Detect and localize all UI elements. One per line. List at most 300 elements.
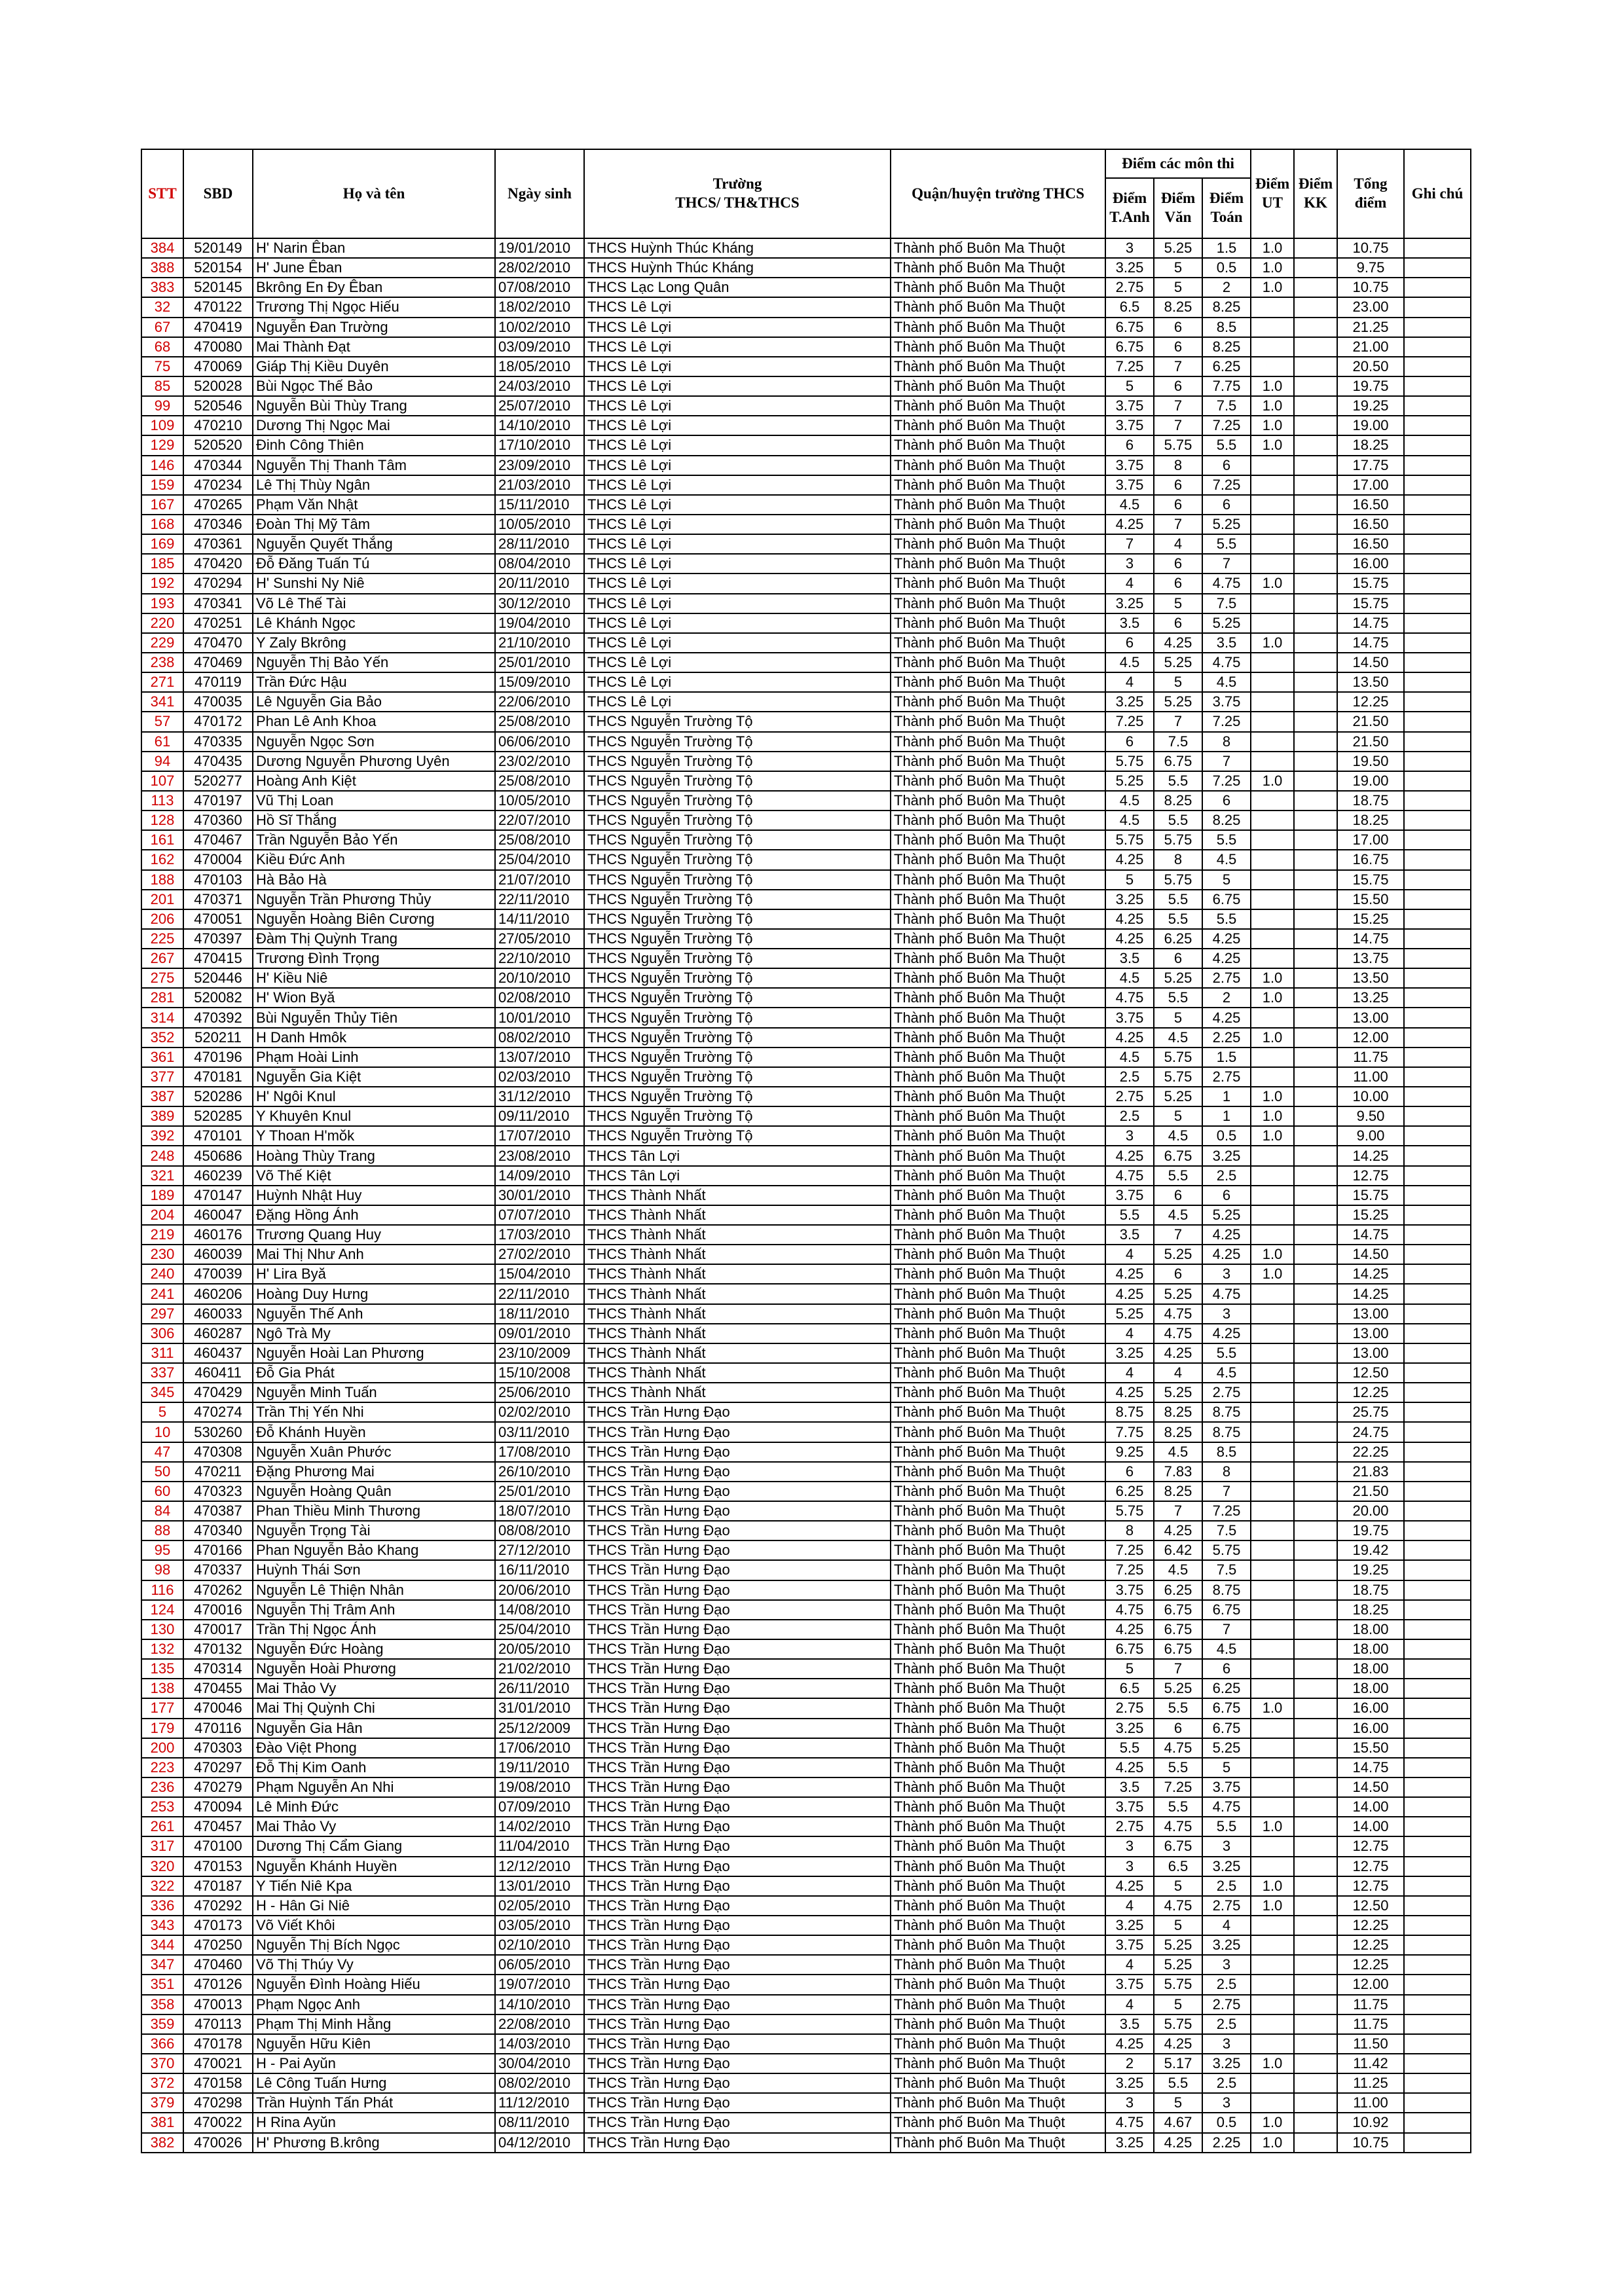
cell-name: H' Narin Êban <box>253 238 495 258</box>
cell-total: 12.00 <box>1337 1975 1404 1994</box>
cell-kk <box>1294 1402 1337 1422</box>
cell-total: 19.00 <box>1337 771 1404 791</box>
table-row <box>141 653 1471 672</box>
cell-district: Thành phố Buôn Ma Thuột <box>891 1482 1105 1501</box>
cell-lit: 8.25 <box>1154 1422 1202 1442</box>
cell-dob: 17/06/2010 <box>495 1738 584 1758</box>
cell-dob: 17/03/2010 <box>495 1225 584 1245</box>
cell-ut <box>1251 318 1294 337</box>
cell-note <box>1404 1324 1471 1343</box>
cell-note <box>1404 1955 1471 1975</box>
cell-math: 2.25 <box>1202 1028 1251 1048</box>
cell-note <box>1404 1876 1471 1896</box>
table-row <box>141 1383 1471 1402</box>
table-row <box>141 1521 1471 1540</box>
cell-district: Thành phố Buôn Ma Thuột <box>891 435 1105 455</box>
header-total: Tổng điểm <box>1337 149 1404 238</box>
cell-math: 6 <box>1202 1659 1251 1679</box>
cell-dob: 08/04/2010 <box>495 554 584 574</box>
table-row <box>141 1738 1471 1758</box>
cell-district: Thành phố Buôn Ma Thuột <box>891 712 1105 731</box>
cell-math: 7.25 <box>1202 712 1251 731</box>
cell-stt: 336 <box>141 1896 183 1916</box>
cell-eng: 6.75 <box>1105 318 1154 337</box>
cell-eng: 4 <box>1105 574 1154 593</box>
cell-kk <box>1294 1836 1337 1856</box>
cell-eng: 3.75 <box>1105 1186 1154 1205</box>
cell-sbd: 460039 <box>183 1245 253 1264</box>
cell-ut <box>1251 791 1294 811</box>
cell-kk <box>1294 1659 1337 1679</box>
cell-math: 5.5 <box>1202 1817 1251 1836</box>
cell-ut <box>1251 830 1294 850</box>
cell-total: 13.25 <box>1337 988 1404 1008</box>
cell-lit: 6 <box>1154 337 1202 357</box>
cell-kk <box>1294 1758 1337 1777</box>
cell-sbd: 470469 <box>183 653 253 672</box>
header-kk: Điểm KK <box>1294 149 1337 238</box>
cell-lit: 5.25 <box>1154 1955 1202 1975</box>
cell-district: Thành phố Buôn Ma Thuột <box>891 1324 1105 1343</box>
table-row <box>141 456 1471 475</box>
cell-kk <box>1294 672 1337 692</box>
cell-math: 7.5 <box>1202 594 1251 613</box>
cell-district: Thành phố Buôn Ma Thuột <box>891 1679 1105 1698</box>
cell-name: Nguyễn Hoài Phương <box>253 1659 495 1679</box>
cell-kk <box>1294 574 1337 593</box>
cell-sbd: 470397 <box>183 929 253 949</box>
table-row <box>141 2093 1471 2113</box>
cell-stt: 320 <box>141 1857 183 1876</box>
cell-stt: 261 <box>141 1817 183 1836</box>
cell-eng: 7.25 <box>1105 1560 1154 1580</box>
cell-dob: 28/11/2010 <box>495 534 584 554</box>
cell-eng: 7.25 <box>1105 712 1154 731</box>
cell-sbd: 450686 <box>183 1146 253 1165</box>
cell-district: Thành phố Buôn Ma Thuột <box>891 1402 1105 1422</box>
cell-name: Nguyễn Hoàng Biên Cương <box>253 909 495 929</box>
cell-sbd: 470051 <box>183 909 253 929</box>
cell-kk <box>1294 692 1337 712</box>
cell-dob: 07/08/2010 <box>495 278 584 297</box>
cell-math: 5.25 <box>1202 1738 1251 1758</box>
cell-ut <box>1251 1719 1294 1738</box>
cell-eng: 3.25 <box>1105 692 1154 712</box>
cell-stt: 47 <box>141 1442 183 1462</box>
cell-kk <box>1294 1521 1337 1540</box>
cell-ut <box>1251 1363 1294 1383</box>
cell-eng: 6.5 <box>1105 297 1154 317</box>
cell-total: 18.25 <box>1337 435 1404 455</box>
cell-district: Thành phố Buôn Ma Thuột <box>891 771 1105 791</box>
cell-note <box>1404 1264 1471 1284</box>
cell-lit: 4.5 <box>1154 1560 1202 1580</box>
cell-ut <box>1251 1600 1294 1620</box>
cell-ut <box>1251 890 1294 909</box>
cell-total: 16.00 <box>1337 1698 1404 1718</box>
cell-district: Thành phố Buôn Ma Thuột <box>891 1935 1105 1955</box>
cell-note <box>1404 1896 1471 1916</box>
cell-dob: 15/11/2010 <box>495 495 584 515</box>
cell-lit: 4.25 <box>1154 1343 1202 1363</box>
cell-stt: 343 <box>141 1916 183 1935</box>
table-row <box>141 1679 1471 1698</box>
cell-name: Bkrông En Đy Êban <box>253 278 495 297</box>
cell-dob: 19/04/2010 <box>495 613 584 633</box>
cell-ut: 1.0 <box>1251 968 1294 988</box>
cell-math: 4.75 <box>1202 653 1251 672</box>
table-row <box>141 238 1471 258</box>
cell-name: H' Ngôi Knul <box>253 1087 495 1106</box>
table-row <box>141 712 1471 731</box>
cell-dob: 25/07/2010 <box>495 396 584 416</box>
cell-eng: 2.75 <box>1105 1087 1154 1106</box>
header-sbd: SBD <box>183 149 253 238</box>
table-row <box>141 1402 1471 1422</box>
cell-total: 19.25 <box>1337 396 1404 416</box>
cell-ut <box>1251 594 1294 613</box>
cell-name: Bùi Ngọc Thế Bảo <box>253 376 495 396</box>
cell-total: 10.00 <box>1337 1087 1404 1106</box>
cell-dob: 26/11/2010 <box>495 1679 584 1698</box>
cell-ut <box>1251 1521 1294 1540</box>
cell-math: 3 <box>1202 1955 1251 1975</box>
cell-total: 11.50 <box>1337 2034 1404 2054</box>
cell-dob: 11/12/2010 <box>495 2093 584 2113</box>
cell-district: Thành phố Buôn Ma Thuột <box>891 416 1105 435</box>
cell-name: Hoàng Duy Hưng <box>253 1284 495 1303</box>
cell-kk <box>1294 949 1337 968</box>
cell-eng: 3.75 <box>1105 456 1154 475</box>
cell-name: Võ Thị Thúy Vy <box>253 1955 495 1975</box>
cell-note <box>1404 2093 1471 2113</box>
cell-district: Thành phố Buôn Ma Thuột <box>891 515 1105 534</box>
cell-name: Nguyễn Trần Phương Thủy <box>253 890 495 909</box>
cell-district: Thành phố Buôn Ma Thuột <box>891 1758 1105 1777</box>
cell-eng: 5.75 <box>1105 1501 1154 1521</box>
cell-kk <box>1294 1995 1337 2014</box>
cell-total: 25.75 <box>1337 1402 1404 1422</box>
cell-name: Đinh Công Thiên <box>253 435 495 455</box>
cell-school: THCS Trần Hưng Đạo <box>584 1995 891 2014</box>
cell-stt: 341 <box>141 692 183 712</box>
cell-note <box>1404 1363 1471 1383</box>
cell-school: THCS Thành Nhất <box>584 1284 891 1303</box>
cell-sbd: 470035 <box>183 692 253 712</box>
cell-math: 3.5 <box>1202 633 1251 653</box>
cell-lit: 5.25 <box>1154 968 1202 988</box>
cell-lit: 6 <box>1154 1186 1202 1205</box>
table-row <box>141 1916 1471 1935</box>
cell-eng: 6 <box>1105 1462 1154 1482</box>
cell-total: 11.25 <box>1337 2073 1404 2093</box>
cell-school: THCS Thành Nhất <box>584 1225 891 1245</box>
cell-kk <box>1294 1896 1337 1916</box>
cell-math: 5.25 <box>1202 613 1251 633</box>
cell-ut <box>1251 870 1294 890</box>
cell-district: Thành phố Buôn Ma Thuột <box>891 1738 1105 1758</box>
cell-district: Thành phố Buôn Ma Thuột <box>891 1876 1105 1896</box>
cell-ut <box>1251 1836 1294 1856</box>
table-row <box>141 791 1471 811</box>
table-row <box>141 771 1471 791</box>
cell-dob: 09/11/2010 <box>495 1106 584 1126</box>
cell-total: 18.25 <box>1337 1600 1404 1620</box>
cell-note <box>1404 752 1471 771</box>
cell-eng: 3.75 <box>1105 1797 1154 1817</box>
cell-dob: 23/02/2010 <box>495 752 584 771</box>
cell-eng: 2.75 <box>1105 278 1154 297</box>
cell-kk <box>1294 1304 1337 1324</box>
table-row <box>141 1225 1471 1245</box>
cell-total: 15.25 <box>1337 909 1404 929</box>
table-row <box>141 1186 1471 1205</box>
cell-stt: 124 <box>141 1600 183 1620</box>
cell-name: Đặng Phương Mai <box>253 1462 495 1482</box>
cell-dob: 12/12/2010 <box>495 1857 584 1876</box>
cell-name: Hoàng Thùy Trang <box>253 1146 495 1165</box>
cell-dob: 08/02/2010 <box>495 2073 584 2093</box>
cell-math: 7.75 <box>1202 376 1251 396</box>
cell-sbd: 520286 <box>183 1087 253 1106</box>
cell-district: Thành phố Buôn Ma Thuột <box>891 1975 1105 1994</box>
cell-district: Thành phố Buôn Ma Thuột <box>891 1916 1105 1935</box>
cell-name: Trần Thị Ngọc Ánh <box>253 1620 495 1639</box>
cell-math: 4.75 <box>1202 1797 1251 1817</box>
table-row <box>141 495 1471 515</box>
table-row <box>141 811 1471 830</box>
cell-eng: 3.5 <box>1105 613 1154 633</box>
table-row <box>141 2034 1471 2054</box>
cell-district: Thành phố Buôn Ma Thuột <box>891 1600 1105 1620</box>
cell-eng: 3.5 <box>1105 1777 1154 1797</box>
cell-eng: 4.25 <box>1105 1758 1154 1777</box>
cell-kk <box>1294 475 1337 495</box>
cell-dob: 27/02/2010 <box>495 1245 584 1264</box>
cell-dob: 20/10/2010 <box>495 968 584 988</box>
cell-dob: 30/01/2010 <box>495 1186 584 1205</box>
cell-dob: 28/02/2010 <box>495 258 584 278</box>
cell-eng: 5 <box>1105 1659 1154 1679</box>
cell-math: 4.25 <box>1202 1008 1251 1027</box>
cell-district: Thành phố Buôn Ma Thuột <box>891 1620 1105 1639</box>
cell-stt: 61 <box>141 732 183 752</box>
cell-district: Thành phố Buôn Ma Thuột <box>891 1462 1105 1482</box>
cell-math: 5.5 <box>1202 909 1251 929</box>
cell-sbd: 520520 <box>183 435 253 455</box>
cell-ut <box>1251 949 1294 968</box>
cell-eng: 2.75 <box>1105 1698 1154 1718</box>
cell-dob: 22/07/2010 <box>495 811 584 830</box>
cell-note <box>1404 435 1471 455</box>
cell-note <box>1404 318 1471 337</box>
cell-name: H' Sunshi Ny Niê <box>253 574 495 593</box>
cell-eng: 6 <box>1105 633 1154 653</box>
cell-district: Thành phố Buôn Ma Thuột <box>891 1540 1105 1560</box>
cell-school: THCS Lê Lợi <box>584 653 891 672</box>
cell-total: 21.50 <box>1337 732 1404 752</box>
cell-lit: 6.75 <box>1154 1620 1202 1639</box>
cell-lit: 6.75 <box>1154 752 1202 771</box>
cell-stt: 200 <box>141 1738 183 1758</box>
cell-ut <box>1251 1304 1294 1324</box>
cell-ut: 1.0 <box>1251 1126 1294 1146</box>
cell-ut <box>1251 495 1294 515</box>
cell-district: Thành phố Buôn Ma Thuột <box>891 2014 1105 2034</box>
cell-ut <box>1251 1738 1294 1758</box>
table-row <box>141 1462 1471 1482</box>
cell-math: 7.5 <box>1202 1521 1251 1540</box>
cell-math: 1 <box>1202 1087 1251 1106</box>
cell-math: 2 <box>1202 988 1251 1008</box>
cell-note <box>1404 1225 1471 1245</box>
cell-eng: 5.5 <box>1105 1738 1154 1758</box>
cell-kk <box>1294 811 1337 830</box>
cell-dob: 09/01/2010 <box>495 1324 584 1343</box>
cell-eng: 4 <box>1105 1363 1154 1383</box>
cell-total: 17.75 <box>1337 456 1404 475</box>
cell-school: THCS Nguyễn Trường Tộ <box>584 1106 891 1126</box>
cell-total: 13.00 <box>1337 1343 1404 1363</box>
cell-dob: 23/10/2009 <box>495 1343 584 1363</box>
cell-district: Thành phố Buôn Ma Thuột <box>891 318 1105 337</box>
cell-dob: 19/07/2010 <box>495 1975 584 1994</box>
cell-lit: 8.25 <box>1154 1482 1202 1501</box>
cell-dob: 14/10/2010 <box>495 1995 584 2014</box>
cell-name: Y Khuyên Knul <box>253 1106 495 1126</box>
cell-sbd: 470234 <box>183 475 253 495</box>
cell-ut: 1.0 <box>1251 988 1294 1008</box>
table-row <box>141 1363 1471 1383</box>
cell-district: Thành phố Buôn Ma Thuột <box>891 1048 1105 1067</box>
cell-school: THCS Trần Hưng Đạo <box>584 1540 891 1560</box>
cell-district: Thành phố Buôn Ma Thuột <box>891 258 1105 278</box>
cell-kk <box>1294 1540 1337 1560</box>
cell-name: Mai Thị Như Anh <box>253 1245 495 1264</box>
cell-total: 10.75 <box>1337 278 1404 297</box>
cell-stt: 317 <box>141 1836 183 1856</box>
cell-lit: 5 <box>1154 1995 1202 2014</box>
cell-school: THCS Trần Hưng Đạo <box>584 1639 891 1659</box>
cell-note <box>1404 2113 1471 2132</box>
cell-eng: 3.75 <box>1105 1975 1154 1994</box>
cell-district: Thành phố Buôn Ma Thuột <box>891 1028 1105 1048</box>
cell-ut <box>1251 1935 1294 1955</box>
cell-note <box>1404 1758 1471 1777</box>
cell-eng: 4 <box>1105 1324 1154 1343</box>
cell-name: Lê Thị Thùy Ngân <box>253 475 495 495</box>
cell-note <box>1404 909 1471 929</box>
cell-school: THCS Trần Hưng Đạo <box>584 1916 891 1935</box>
cell-eng: 3.5 <box>1105 1225 1154 1245</box>
cell-dob: 17/08/2010 <box>495 1442 584 1462</box>
cell-eng: 3.25 <box>1105 1719 1154 1738</box>
cell-lit: 5 <box>1154 672 1202 692</box>
cell-ut: 1.0 <box>1251 1876 1294 1896</box>
cell-eng: 3.25 <box>1105 2073 1154 2093</box>
cell-stt: 132 <box>141 1639 183 1659</box>
cell-sbd: 470262 <box>183 1580 253 1600</box>
cell-lit: 4.5 <box>1154 1126 1202 1146</box>
cell-ut <box>1251 1442 1294 1462</box>
cell-kk <box>1294 1462 1337 1482</box>
cell-name: Hồ Sĩ Thắng <box>253 811 495 830</box>
cell-sbd: 470415 <box>183 949 253 968</box>
cell-kk <box>1294 653 1337 672</box>
cell-stt: 129 <box>141 435 183 455</box>
table-row <box>141 1975 1471 1994</box>
cell-dob: 19/11/2010 <box>495 1758 584 1777</box>
cell-note <box>1404 1462 1471 1482</box>
cell-school: THCS Lê Lợi <box>584 376 891 396</box>
cell-ut: 1.0 <box>1251 771 1294 791</box>
table-row <box>141 1264 1471 1284</box>
header-scores-group: Điểm các môn thi <box>1105 149 1251 178</box>
cell-lit: 5.75 <box>1154 830 1202 850</box>
cell-name: Nguyễn Đan Trường <box>253 318 495 337</box>
cell-dob: 27/12/2010 <box>495 1540 584 1560</box>
cell-school: THCS Trần Hưng Đạo <box>584 1679 891 1698</box>
cell-stt: 219 <box>141 1225 183 1245</box>
cell-ut <box>1251 1284 1294 1303</box>
cell-lit: 5.5 <box>1154 988 1202 1008</box>
cell-stt: 281 <box>141 988 183 1008</box>
cell-name: Đỗ Gia Phát <box>253 1363 495 1383</box>
cell-kk <box>1294 890 1337 909</box>
cell-note <box>1404 1719 1471 1738</box>
cell-eng: 6.75 <box>1105 1639 1154 1659</box>
cell-sbd: 470101 <box>183 1126 253 1146</box>
cell-eng: 4.25 <box>1105 1264 1154 1284</box>
cell-ut <box>1251 2014 1294 2034</box>
cell-ut <box>1251 2073 1294 2093</box>
cell-dob: 02/05/2010 <box>495 1896 584 1916</box>
cell-sbd: 470387 <box>183 1501 253 1521</box>
cell-ut <box>1251 337 1294 357</box>
cell-kk <box>1294 2054 1337 2073</box>
cell-kk <box>1294 1679 1337 1698</box>
cell-eng: 4.5 <box>1105 791 1154 811</box>
cell-stt: 98 <box>141 1560 183 1580</box>
cell-lit: 5.25 <box>1154 1935 1202 1955</box>
cell-lit: 5.25 <box>1154 1245 1202 1264</box>
cell-school: THCS Lê Lợi <box>584 456 891 475</box>
cell-note <box>1404 2014 1471 2034</box>
cell-name: Nguyễn Xuân Phước <box>253 1442 495 1462</box>
header-eng: Điểm T.Anh <box>1105 178 1154 238</box>
cell-total: 15.25 <box>1337 1205 1404 1225</box>
table-row <box>141 2133 1471 2153</box>
cell-name: Đàm Thị Quỳnh Trang <box>253 929 495 949</box>
cell-lit: 7.25 <box>1154 1777 1202 1797</box>
cell-name: Giáp Thị Kiều Duyên <box>253 357 495 376</box>
cell-sbd: 470016 <box>183 1600 253 1620</box>
cell-ut <box>1251 475 1294 495</box>
cell-name: Huỳnh Nhật Huy <box>253 1186 495 1205</box>
cell-total: 14.25 <box>1337 1146 1404 1165</box>
cell-stt: 192 <box>141 574 183 593</box>
cell-sbd: 520285 <box>183 1106 253 1126</box>
cell-kk <box>1294 2034 1337 2054</box>
cell-name: Nguyễn Hoàng Quân <box>253 1482 495 1501</box>
cell-total: 12.00 <box>1337 1028 1404 1048</box>
cell-lit: 4.25 <box>1154 1521 1202 1540</box>
cell-dob: 25/08/2010 <box>495 830 584 850</box>
cell-eng: 4.75 <box>1105 2113 1154 2132</box>
cell-district: Thành phố Buôn Ma Thuột <box>891 1698 1105 1718</box>
cell-stt: 314 <box>141 1008 183 1027</box>
cell-ut <box>1251 1639 1294 1659</box>
